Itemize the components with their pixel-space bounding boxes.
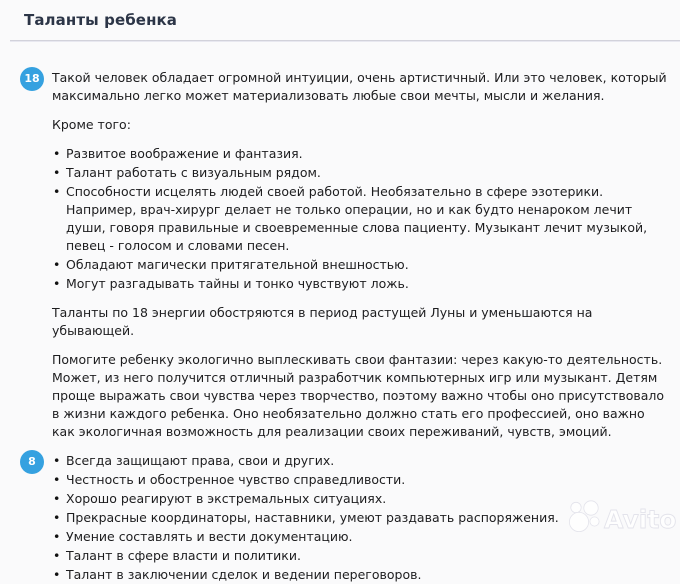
intro-paragraph: Такой человек обладает огромной интуиции, очень артистичный. Или это человек, который максимально легко может материализовать любые свои мечты, мысли и желания. [52,70,667,103]
list-item: • Честность и обостренное чувство справедливости. [53,471,668,489]
content [0,41,680,584]
subheading: Кроме того: [52,117,131,132]
list-item: • Всегда защищают права, свои и других. [53,452,668,470]
list-item: • Талант работать с визуальным рядом. [53,164,668,182]
section-energy-8 [28,452,668,584]
list-item: • Талант в сфере власти и политики. [53,547,668,565]
talents-list-8 [52,452,668,584]
advice-paragraph: Помогите ребенку экологично выплескивать свои фантазии: через какую-то деятельность. Может, из него получится отличный разработчик компьютерных игр или музыкант. Детям проще выражать свои чувства через творчество, поэтому важно чтобы оно присутствовало в жизни каждого ребенка. Оно необязательно должно стать его профессией, оно важно как экологичная возможность для реализации своих переживаний, чувств, эмоций. [52,352,665,439]
section-energy-18 [24,69,668,441]
list-item: • Обладают магически притягательной внешностью. [53,256,668,274]
energy-number-badge-18: 18 [20,67,44,91]
list-item: • Умение составлять и вести документацию. [53,528,668,546]
energy-number-badge-8: 8 [20,450,44,474]
list-item: • Прекрасные координаторы, наставники, умеют раздавать распоряжения. [53,509,668,527]
talents-list-18 [52,145,668,293]
list-item: • Развитое воображение и фантазия. [53,145,668,163]
list-item: • Способности исцелять людей своей работой. Необязательно в сфере эзотерики. Например, врач-хирург делает не только операции, но и как будто ненароком лечит души, говоря правильные и своевременные слова пациенту. Музыкант лечит музыкой, певец - голосом и словами песен. [53,183,668,255]
list-item: • Талант в заключении сделок и ведении переговоров. [53,566,668,584]
list-item: • Могут разгадывать тайны и тонко чувствуют ложь. [53,275,668,293]
header [0,0,680,29]
page-title: Таланты ребенка [24,11,178,29]
list-item: • Хорошо реагируют в экстремальных ситуациях. [53,490,668,508]
avito-watermark-label: Avito [604,505,677,534]
moon-phase-paragraph: Таланты по 18 энергии обостряются в период растущей Луны и уменьшаются на убывающей. [52,305,593,338]
